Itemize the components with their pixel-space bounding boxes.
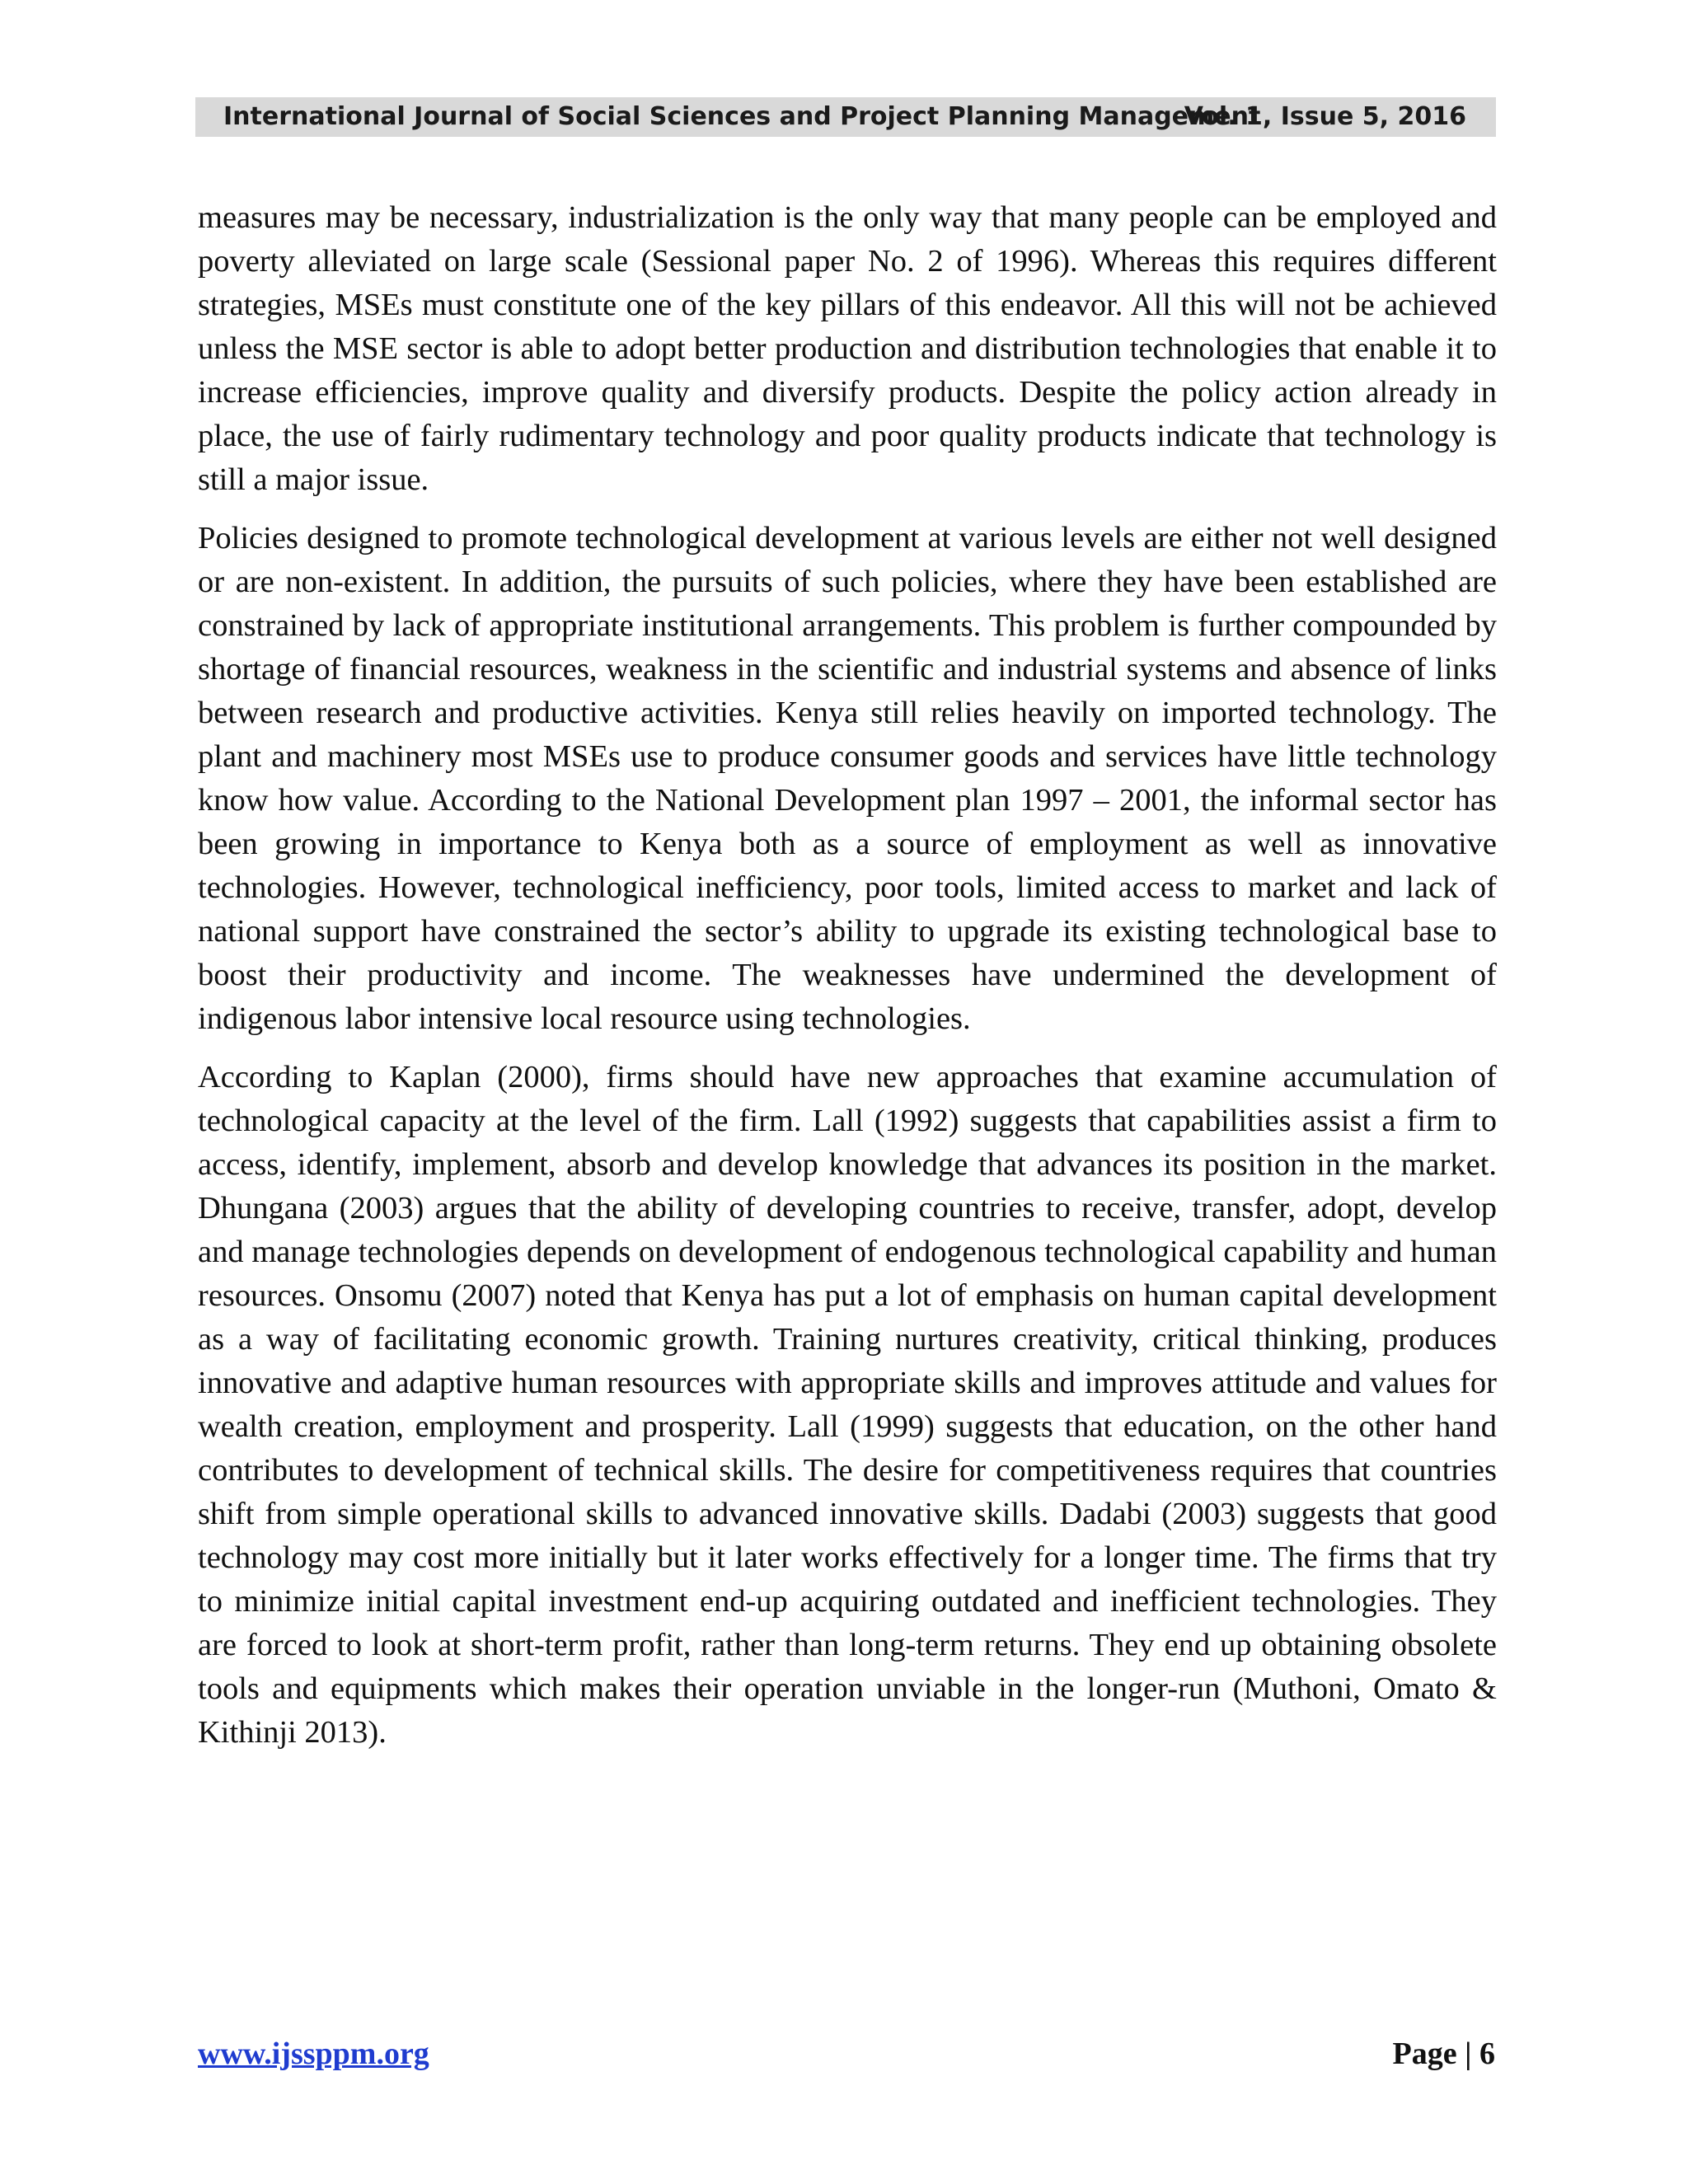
page-number: Page | 6 — [1392, 2036, 1495, 2071]
paragraph: Policies designed to promote technological development at various levels are either not well designed or are non-existent. In addition, the pursuits of such policies, where they have been established are constrained by lack of appropriate institutional arrangements. This problem is further compounded by shortage of financial resources, weakness in the scientific and industrial systems and absence of links between research and productive activities. Kenya still relies heavily on imported technology. The plant and machinery most MSEs use to produce consumer goods and services have little technology know how value. According to the National Development plan 1997 – 2001, the informal sector has been growing in importance to Kenya both as a source of employment as well as innovative technologies. However, technological inefficiency, poor tools, limited access to market and lack of national support have constrained the sector’s ability to upgrade its existing technological base to boost their productivity and income. The weaknesses have undermined the development of indigenous labor intensive local resource using technologies. — [198, 521, 1497, 1036]
paragraph: According to Kaplan (2000), firms should have new approaches that examine accumulation of technological capacity at the level of the firm. Lall (1992) suggests that capabilities assist a firm to access, identify, implement, absorb and develop knowledge that advances its position in the market. Dhungana (2003) argues that the ability of developing countries to receive, transfer, adopt, develop and manage technologies depends on development of endogenous technological capability and human resources. Onsomu (2007) noted that Kenya has put a lot of emphasis on human capital development as a way of facilitating economic growth. Training nurtures creativity, critical thinking, produces innovative and adaptive human resources with appropriate skills and improves attitude and values for wealth creation, employment and prosperity. Lall (1999) suggests that education, on the other hand contributes to development of technical skills. The desire for competitiveness requires that countries shift from simple operational skills to advanced innovative skills. Dadabi (2003) suggests that good technology may cost more initially but it later works effectively for a longer time. The firms that try to minimize initial capital investment end-up acquiring outdated and inefficient technologies. They are forced to look at short-term profit, rather than long-term returns. They end up obtaining obsolete tools and equipments which makes their operation unviable in the longer-run (Muthoni, Omato & Kithinji 2013). — [198, 1060, 1497, 1750]
volume-issue: Vol. 1, Issue 5, 2016 — [1184, 102, 1466, 131]
journal-title: International Journal of Social Sciences and Project Planning Management — [223, 102, 1261, 131]
website-link[interactable]: www.ijssppm.org — [198, 2036, 429, 2071]
running-header — [195, 97, 1496, 137]
article-body — [198, 196, 1497, 1769]
paragraph: measures may be necessary, industrialization is the only way that many people can be employed and poverty alleviated on large scale (Sessional paper No. 2 of 1996). Whereas this requires different strategies, MSEs must constitute one of the key pillars of this endeavor. All this will not be achieved unless the MSE sector is able to adopt better production and distribution technologies that enable it to increase efficiencies, improve quality and diversify products. Despite the policy action already in place, the use of fairly rudimentary technology and poor quality products indicate that technology is still a major issue. — [198, 200, 1497, 497]
